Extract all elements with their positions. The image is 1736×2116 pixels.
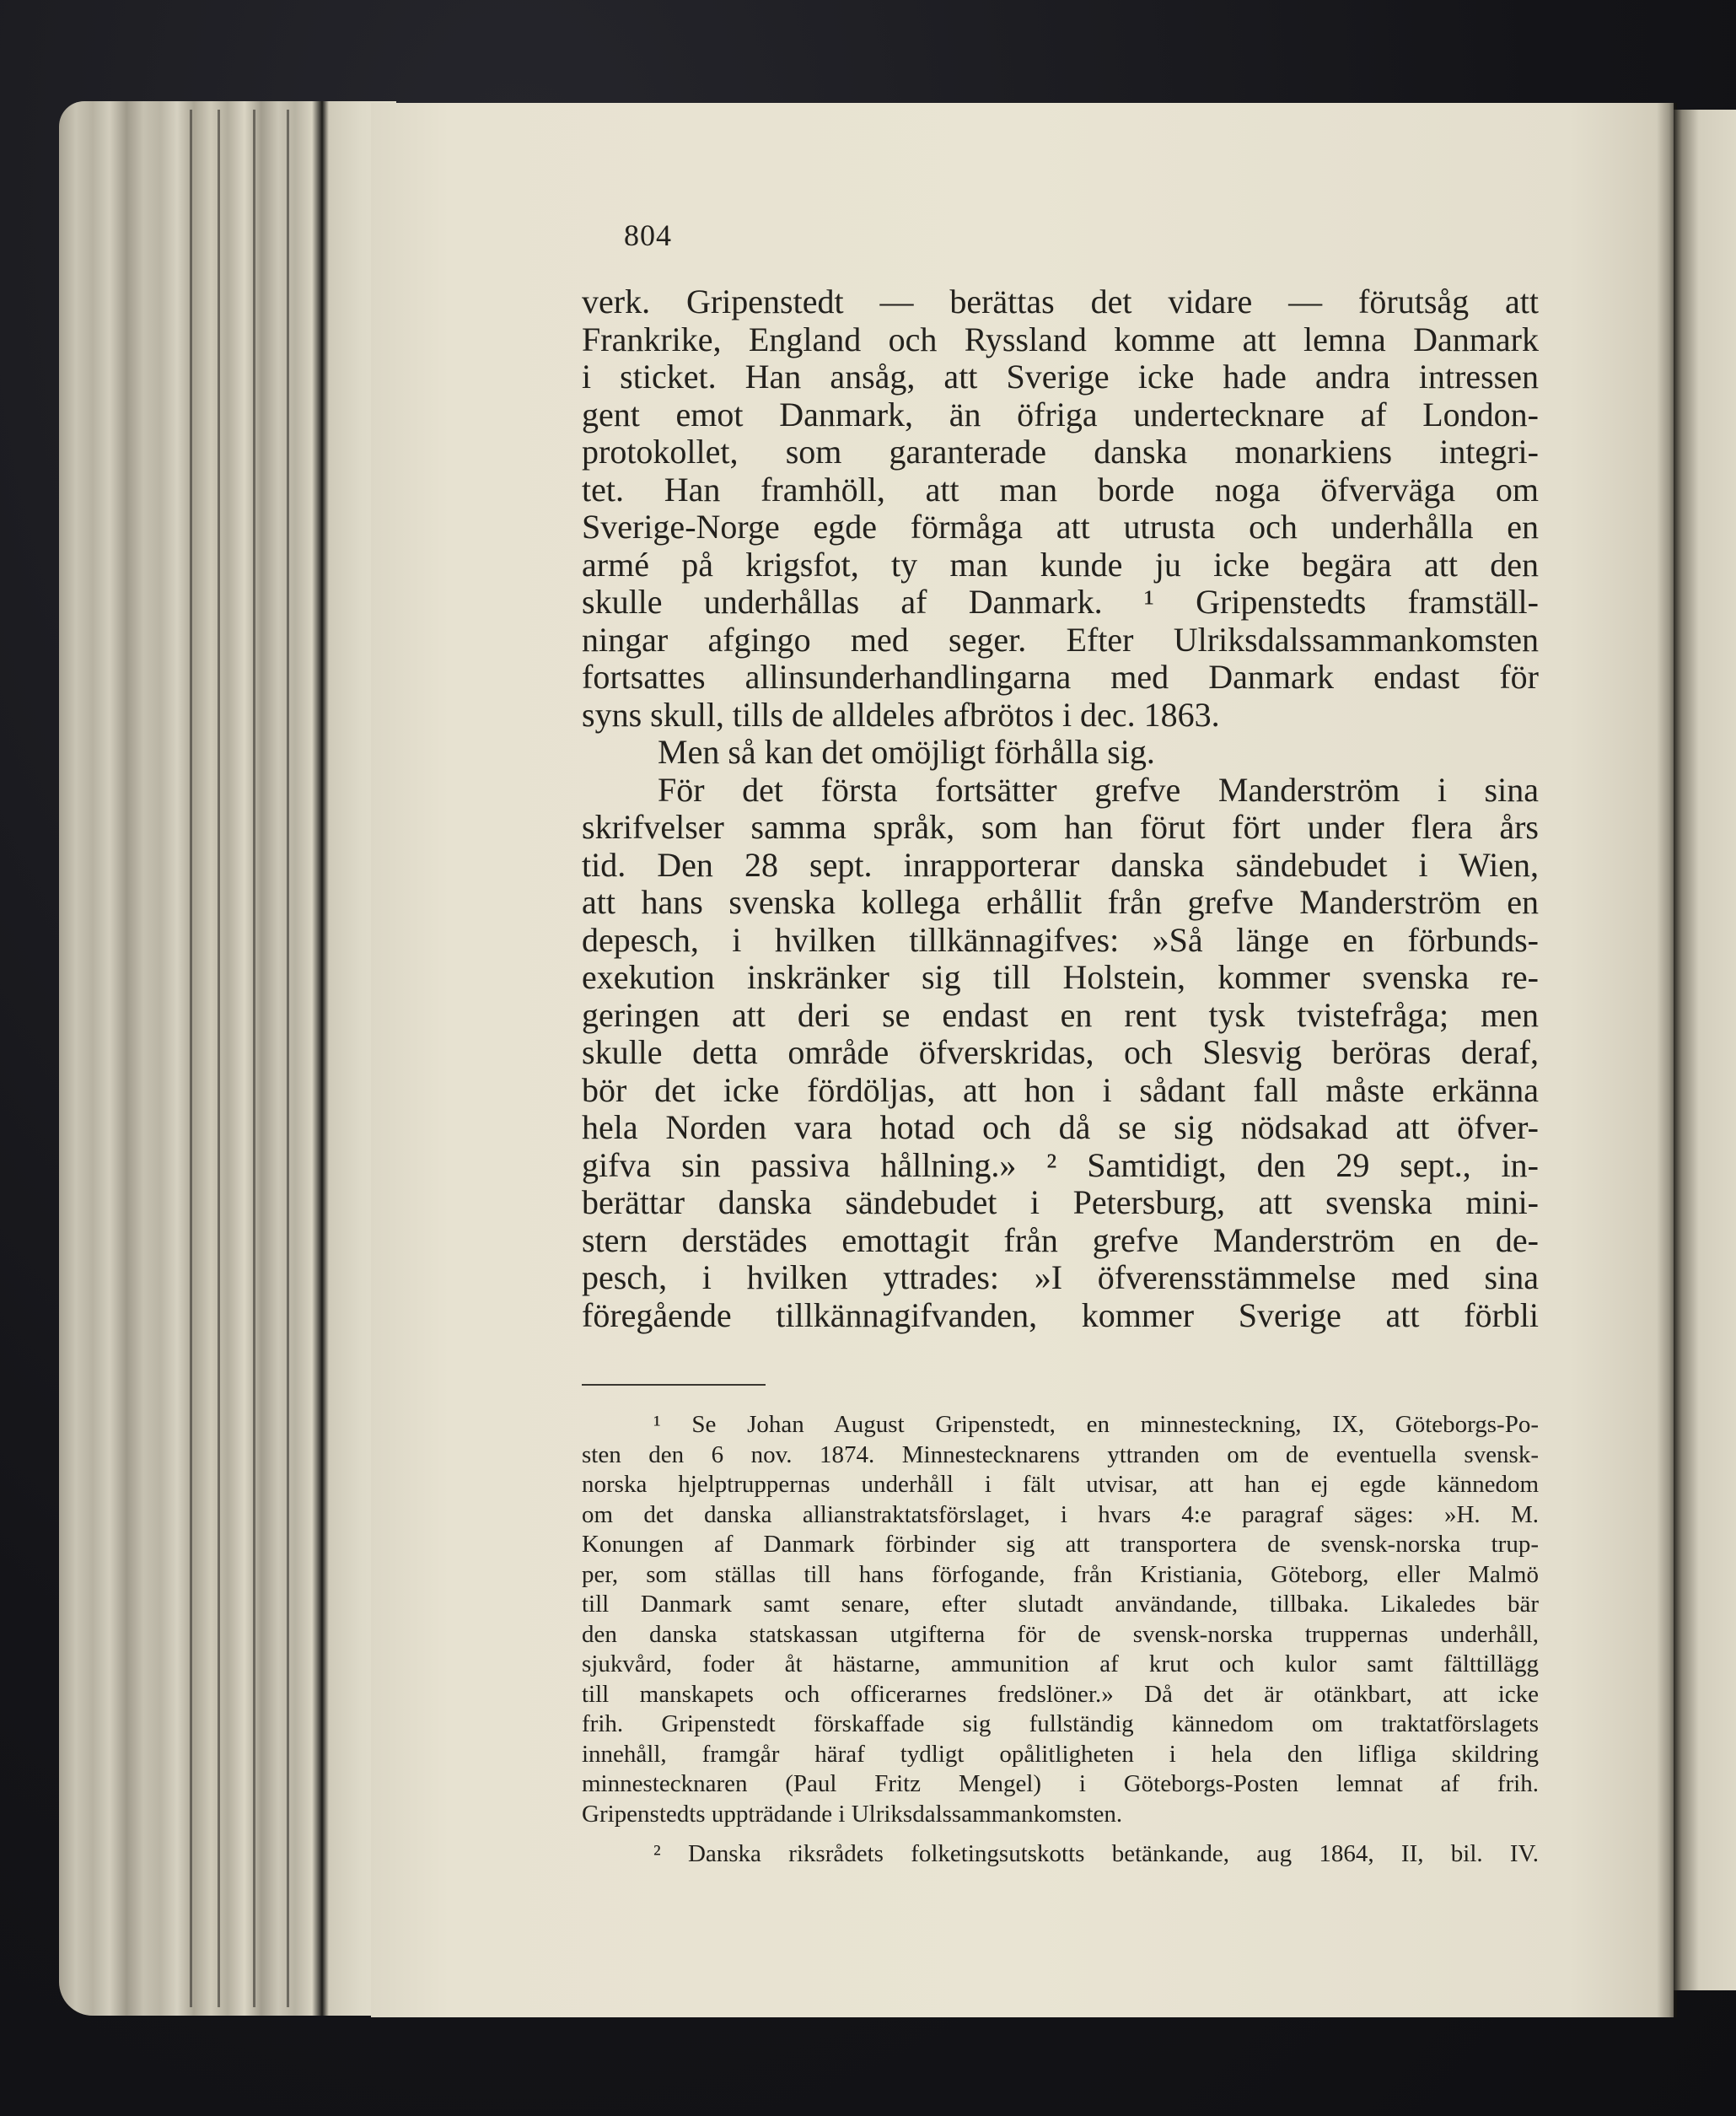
text-line: verk. Gripenstedt — berättas det vidare — förutsåg att (582, 283, 1539, 320)
text-line: syns skull, tills de alldeles afbrötos i dec. 1863. (582, 695, 1220, 734)
text-line: i sticket. Han ansåg, att Sverige icke hade andra intressen (582, 358, 1539, 396)
footnote-rule (582, 1384, 766, 1386)
text-line: stern derstädes emottagit från grefve Manderström en de- (582, 1220, 1539, 1259)
text-line: tid. Den 28 sept. inrapporterar danska sändebudet i Wien, (582, 845, 1539, 884)
footnote-line: om det danska allianstraktatsförslaget, i hvars 4:e paragraf säges: »H. M. (582, 1500, 1539, 1528)
footnote-line: per, som ställas till hans förfogande, från Kristiania, Göteborg, eller Malmö (582, 1560, 1539, 1588)
text-line: fortsattes allinsunderhandlingarna med Danmark endast för (582, 658, 1539, 696)
text-line: För det första fortsätter grefve Manderström i sina (658, 770, 1539, 809)
page-number: 804 (624, 218, 672, 252)
footnote-line: norska hjelptruppernas underhåll i fält utvisar, att han ej egde kännedom (582, 1471, 1539, 1498)
text-line: skrifvelser samma språk, som han förut fört under flera års (582, 808, 1539, 846)
main-text (582, 283, 1539, 1334)
footnote-line: till Danmark samt senare, efter slutadt användande, tillbaka. Likaledes bär (582, 1591, 1539, 1618)
text-line: hela Norden vara hotad och då se sig nödsakad att öfver- (582, 1108, 1539, 1146)
footnote-2 (582, 1839, 1539, 1870)
text-line: tet. Han framhöll, att man borde noga öfverväga om (582, 470, 1539, 509)
page-edge-line (287, 110, 289, 2007)
footnote-line: innehåll, framgår häraf tydligt opålitligheten i hela den lifliga skildring (582, 1740, 1539, 1768)
text-line: depesch, i hvilken tillkännagifves: »Så länge en förbunds- (582, 920, 1539, 959)
text-line: skulle detta område öfverskridas, och Slesvig beröras deraf, (582, 1033, 1539, 1071)
page-edge-line (253, 110, 255, 2007)
footnote-line: sjukvård, foder åt hästarne, ammunition af krut och kulor samt fälttillägg (582, 1650, 1539, 1677)
footnote-line: minnestecknaren (Paul Fritz Mengel) i Göteborgs-Posten lemnat af frih. (582, 1770, 1539, 1797)
footnotes (582, 1410, 1539, 1870)
footnote-line: Gripenstedts uppträdande i Ulriksdalssammankomsten. (582, 1800, 1123, 1828)
page-edge-line (190, 110, 192, 2007)
text-line: att hans svenska kollega erhållit från grefve Manderström en (582, 883, 1539, 921)
text-line: gifva sin passiva hållning.» ² Samtidigt, den 29 sept., in- (582, 1145, 1539, 1184)
footnote-line: Konungen af Danmark förbinder sig att transportera de svensk-norska trup- (582, 1531, 1539, 1558)
text-line: protokollet, som garanterade danska monarkiens integri- (582, 433, 1539, 471)
footnote-line: den danska statskassan utgifterna för de svensk-norska truppernas underhåll, (582, 1620, 1539, 1648)
text-line: armé på krigsfot, ty man kunde ju icke begära att den (582, 545, 1539, 584)
text-line: ningar afgingo med seger. Efter Ulriksdalssammankomsten (582, 620, 1539, 659)
text-line: gent emot Danmark, än öfriga undertecknare af London- (582, 395, 1539, 433)
footnote-line: sten den 6 nov. 1874. Minnestecknarens yttranden om de eventuella svensk- (582, 1440, 1539, 1468)
footnote-1 (582, 1410, 1539, 1829)
page-edges-stack (59, 101, 396, 2016)
facing-page-edge (1674, 110, 1736, 1990)
text-line: exekution inskränker sig till Holstein, kommer svenska re- (582, 958, 1539, 996)
footnote-line: till manskapets och officerarnes fredslöner.» Då det är otänkbart, att icke (582, 1680, 1539, 1708)
text-line: skulle underhållas af Danmark. ¹ Gripenstedts framställ- (582, 583, 1539, 621)
text-line: pesch, i hvilken yttrades: »I öfverensstämmelse med sina (582, 1258, 1539, 1296)
text-line: bör det icke fördöljas, att hon i sådant fall måste erkänna (582, 1070, 1539, 1109)
text-line: geringen att deri se endast en rent tysk tvistefråga; men (582, 995, 1539, 1034)
text-line: Sverige-Norge egde förmåga att utrusta och underhålla en (582, 508, 1539, 546)
footnote-line: ² Danska riksrådets folketingsutskotts betänkande, aug 1864, II, bil. IV. (653, 1840, 1539, 1867)
text-line: föregående tillkännagifvanden, kommer Sverige att förbli (582, 1295, 1539, 1334)
footnote-line: frih. Gripenstedt förskaffade sig fullständig kännedom om traktatförslagets (582, 1710, 1539, 1737)
footnote-line: ¹ Se Johan August Gripenstedt, en minnesteckning, IX, Göteborgs-Po- (653, 1411, 1539, 1438)
text-line: Frankrike, England och Ryssland komme att lemna Danmark (582, 320, 1539, 358)
text-line: Men så kan det omöjligt förhålla sig. (658, 733, 1155, 771)
page-edge-line (218, 110, 220, 2007)
text-line: berättar danska sändebudet i Petersburg, att svenska mini- (582, 1183, 1539, 1221)
